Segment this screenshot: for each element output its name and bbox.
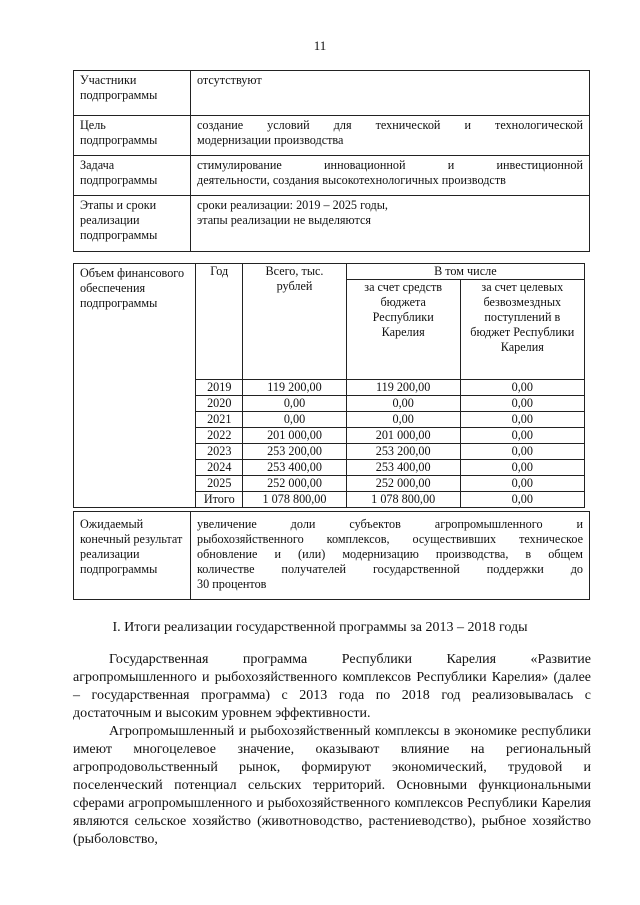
cell-budget: 1 078 800,00	[346, 492, 460, 508]
cell-year: 2025	[196, 476, 243, 492]
cell-grants: 0,00	[460, 380, 584, 396]
cell-total: 253 200,00	[243, 444, 346, 460]
cell-year: 2019	[196, 380, 243, 396]
cell-budget: 0,00	[346, 396, 460, 412]
table-row	[74, 512, 590, 600]
paragraph: Агропромышленный и рыбохозяйственный комплексы в экономике республики имеют многоцелевое значение, оказывают влияние на региональный агропродовольственный рынок, формируют экономический, трудовой и поселенческий потенциал сельских территорий. Основными функциональными сферами агропромышленного и рыбохозяйственного комплексов Республики Карелия являются сельское хозяйство (животноводство, растениеводство), рыбное хозяйство (рыболовство,	[73, 724, 591, 847]
cell-total: 201 000,00	[243, 428, 346, 444]
cell-year: Итого	[196, 492, 243, 508]
cell-year: 2020	[196, 396, 243, 412]
cell-year: 2024	[196, 460, 243, 476]
row-label: Задача подпрограммы	[74, 156, 191, 196]
financing-table	[73, 263, 585, 508]
row-value	[191, 156, 590, 196]
row-label: Ожидаемый конечный результат реализации подпрограммы	[74, 512, 191, 600]
col-header-year: Год	[196, 264, 243, 380]
paragraph: Государственная программа Республики Карелия «Развитие агропромышленного и рыбохозяйственного комплексов Республики Карелия» (далее – государственная программа) с 2013 года по 2018 год реализовывалась с достаточным и высоким уровнем эффективности.	[73, 652, 591, 721]
text-line: этапы реализации не выделяются	[197, 213, 371, 227]
cell-grants: 0,00	[460, 428, 584, 444]
cell-total: 252 000,00	[243, 476, 346, 492]
body-text	[73, 651, 591, 849]
text-line: стимулирование инновационной и инвестиционной	[197, 158, 583, 172]
row-label: Участники подпрограммы	[74, 71, 191, 116]
page-number: 11	[313, 38, 327, 53]
text-line: увеличение доли субъектов агропромышленного и	[197, 517, 583, 531]
cell-budget: 201 000,00	[346, 428, 460, 444]
section-heading: I. Итоги реализации государственной программы за 2013 – 2018 годы	[112, 620, 528, 635]
cell-grants: 0,00	[460, 396, 584, 412]
row-value: отсутствуют	[191, 71, 590, 116]
text-line: модернизации производства	[197, 133, 344, 147]
row-label: Этапы и сроки реализации подпрограммы	[74, 196, 191, 252]
table-row	[74, 71, 590, 116]
row-value	[191, 196, 590, 252]
text-line: сроки реализации: 2019 – 2025 годы,	[197, 198, 388, 212]
col-header-total: Всего, тыс. рублей	[243, 264, 346, 380]
text-line: деятельности, создания высокотехнологичных производств	[197, 173, 506, 187]
cell-year: 2023	[196, 444, 243, 460]
cell-total: 253 400,00	[243, 460, 346, 476]
row-value	[191, 116, 590, 156]
table-row	[74, 156, 590, 196]
text-line: обновление и (или) модернизацию производства, в общем	[197, 547, 583, 561]
cell-grants: 0,00	[460, 444, 584, 460]
cell-budget: 253 400,00	[346, 460, 460, 476]
cell-total: 1 078 800,00	[243, 492, 346, 508]
col-header-including: В том числе	[346, 264, 584, 280]
cell-total: 0,00	[243, 412, 346, 428]
financing-label: Объем финансового обеспечения подпрограммы	[74, 264, 196, 508]
row-label: Цель подпрограммы	[74, 116, 191, 156]
table-row	[74, 196, 590, 252]
cell-grants: 0,00	[460, 492, 584, 508]
cell-grants: 0,00	[460, 412, 584, 428]
cell-grants: 0,00	[460, 476, 584, 492]
row-value	[191, 512, 590, 600]
passport-table	[73, 70, 590, 252]
cell-total: 0,00	[243, 396, 346, 412]
col-header-budget: за счет средств бюджета Республики Карелия	[346, 280, 460, 380]
cell-budget: 119 200,00	[346, 380, 460, 396]
cell-year: 2022	[196, 428, 243, 444]
cell-total: 119 200,00	[243, 380, 346, 396]
cell-year: 2021	[196, 412, 243, 428]
cell-budget: 0,00	[346, 412, 460, 428]
text-line: количестве получателей государственной поддержки до	[197, 562, 583, 576]
text-line: рыбохозяйственного комплексов, осуществивших техническое	[197, 532, 583, 546]
col-header-grants: за счет целевых безвозмездных поступлений в бюджет Республики Карелия	[460, 280, 584, 380]
text-line: 30 процентов	[197, 577, 267, 591]
cell-budget: 252 000,00	[346, 476, 460, 492]
expected-result-table	[73, 511, 590, 600]
cell-grants: 0,00	[460, 460, 584, 476]
cell-budget: 253 200,00	[346, 444, 460, 460]
table-row	[74, 116, 590, 156]
text-line: создание условий для технической и технологической	[197, 118, 583, 132]
